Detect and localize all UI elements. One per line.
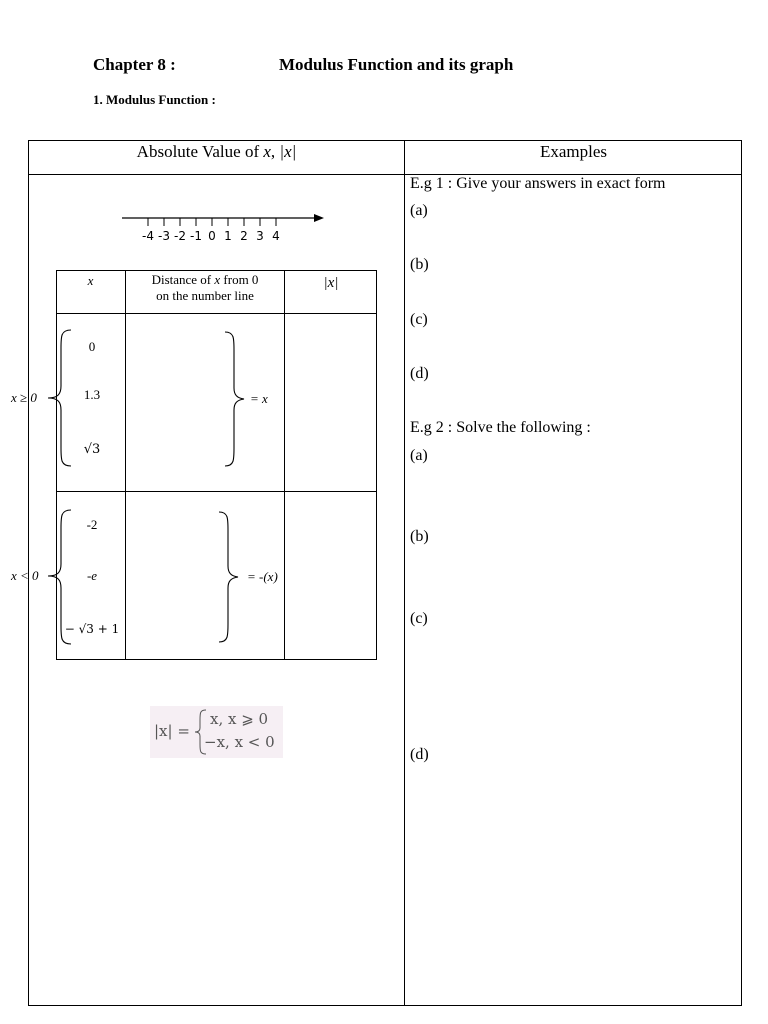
example-1-heading: E.g 1 : Give your answers in exact form — [410, 175, 666, 192]
col-x-header: x — [87, 273, 94, 288]
section-heading: 1. Modulus Function : — [93, 92, 216, 107]
distance-table-divider — [56, 313, 377, 314]
example-1-part: (c) — [410, 311, 428, 328]
example-1-part: (a) — [410, 202, 428, 219]
example-2-part: (c) — [410, 610, 428, 627]
group-negative-result: = -(x) — [247, 569, 278, 584]
example-2-part: (a) — [410, 447, 428, 464]
example-2-part: (b) — [410, 528, 429, 545]
example-1-part: (b) — [410, 256, 429, 273]
value-cell: √3 — [83, 442, 101, 457]
number-line-tick-label: -4 — [142, 229, 154, 243]
example-2-part: (d) — [410, 746, 429, 763]
value-cell: − √3 + 1 — [64, 622, 120, 636]
formula-case-1: x, x ⩾ 0 — [210, 710, 269, 728]
formula-lhs: |x| = — [154, 722, 190, 740]
group-nonnegative-label: x ≥ 0 — [11, 390, 37, 405]
chapter-title: Modulus Function and its graph — [279, 55, 514, 74]
group-negative-label: x < 0 — [11, 568, 39, 583]
col-abs-header: |x| — [323, 275, 339, 291]
number-line-tick-label: -3 — [158, 229, 170, 243]
number-line-tick-label: -1 — [190, 229, 202, 243]
col-distance-header: Distance of x from 0 on the number line — [151, 272, 259, 303]
value-cell: -2 — [86, 517, 98, 532]
group-nonnegative-result: = x — [250, 391, 268, 406]
chapter-label: Chapter 8 : — [93, 55, 176, 74]
number-line-tick-label: 1 — [224, 229, 232, 243]
right-column-header: Examples — [539, 142, 608, 161]
formula-case-2: −x, x < 0 — [204, 733, 275, 751]
number-line-tick-label: -2 — [174, 229, 186, 243]
number-line-tick-label: 3 — [256, 229, 264, 243]
example-2-heading: E.g 2 : Solve the following : — [410, 419, 591, 436]
right-brace-icon — [216, 510, 242, 644]
value-cell: 1.3 — [83, 387, 101, 402]
number-line-tick-label: 0 — [208, 229, 216, 243]
distance-table-divider — [56, 491, 377, 492]
number-line — [118, 206, 330, 246]
value-cell: 0 — [88, 339, 96, 354]
example-1-part: (d) — [410, 365, 429, 382]
value-cell: -e — [86, 568, 98, 583]
column-divider — [404, 140, 405, 1006]
distance-table-divider — [284, 270, 285, 660]
left-column-header: Absolute Value of x, |x| — [136, 142, 297, 161]
right-brace-icon — [222, 330, 248, 468]
number-line-tick-label: 2 — [240, 229, 248, 243]
distance-table-divider — [125, 270, 126, 660]
number-line-tick-label: 4 — [272, 229, 280, 243]
